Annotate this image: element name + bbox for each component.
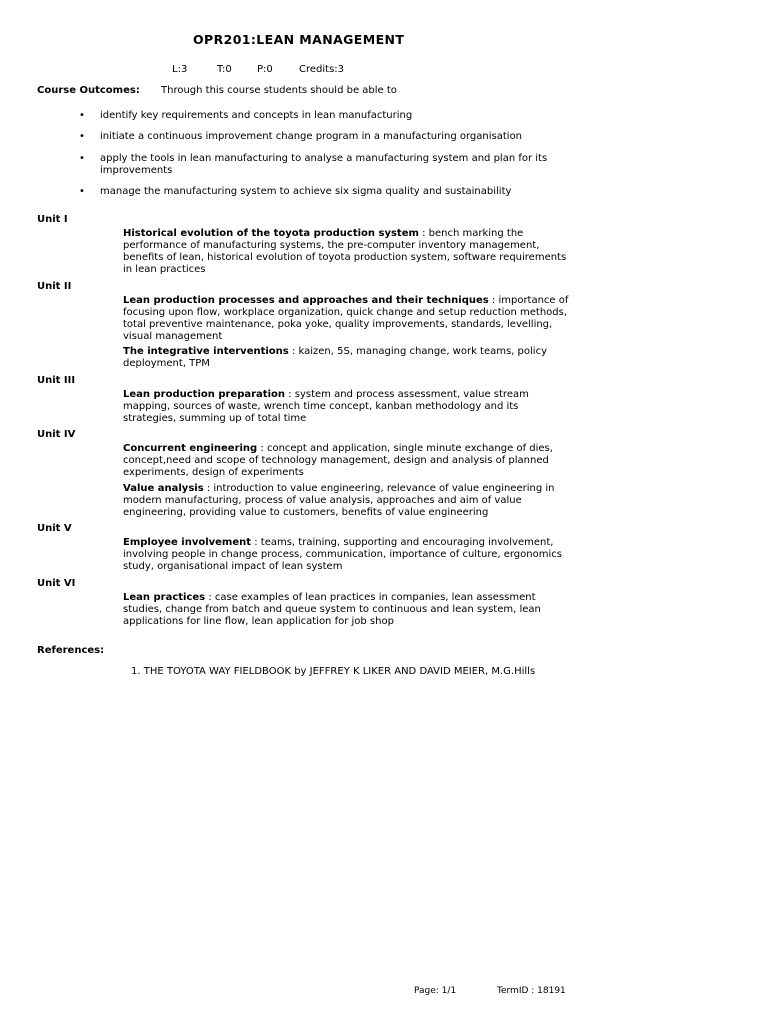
reference-item: 1. THE TOYOTA WAY FIELDBOOK by JEFFREY K LIKER AND DAVID MEIER, M.G.Hills xyxy=(131,666,536,677)
topic-body: concept and application, single minute exchange of dies, concept,need and scope of technology management, design and analysis of planned experiments, design of experiments xyxy=(123,443,553,478)
references-label: References: xyxy=(37,645,105,656)
unit-topic xyxy=(123,483,573,519)
topic-heading: Value analysis xyxy=(123,483,204,494)
topic-heading: Lean practices xyxy=(123,592,206,603)
topic-body: bench marking the performance of manufacturing systems, the pre-computer inventory management, benefits of lean, historical evolution of toyota production system, software requirements in lean practices xyxy=(123,228,567,275)
topic-separator: : xyxy=(257,443,267,454)
bullet-icon: • xyxy=(79,131,85,142)
outcome-item: apply the tools in lean manufacturing to analyse a manufacturing system and plan for its improvements xyxy=(100,153,548,176)
page-title: OPR201:LEAN MANAGEMENT xyxy=(193,32,405,47)
tutorial-hours: T:0 xyxy=(217,64,232,75)
bullet-icon: • xyxy=(79,186,85,197)
topic-body: case examples of lean practices in companies, lean assessment studies, change from batch and queue system to continuous and lean system, lean applications for line flow, lean application for job shop xyxy=(123,592,541,627)
topic-separator: : xyxy=(488,295,499,306)
credits: Credits:3 xyxy=(299,64,345,75)
unit-topic xyxy=(123,295,573,343)
topic-separator: : xyxy=(288,346,299,357)
topic-separator: : xyxy=(205,592,215,603)
term-id: TermID : 18191 xyxy=(497,986,566,996)
topic-body: introduction to value engineering, relevance of value engineering in modern manufacturing, process of value analysis, approaches and aim of value engineering, providing value to customers, benefits of value engineering xyxy=(123,483,555,518)
unit-topic xyxy=(123,443,573,479)
unit-label: Unit II xyxy=(37,281,72,292)
topic-body: system and process assessment, value stream mapping, sources of waste, wrench time concept, kanban methodology and its strategies, summing up of total time xyxy=(123,389,529,424)
topic-body: teams, training, supporting and encouraging involvement, involving people in change process, communication, importance of culture, ergonomics study, organisational impact of lean system xyxy=(123,537,562,572)
outcome-item: initiate a continuous improvement change program in a manufacturing organisation xyxy=(100,131,523,142)
page-number: Page: 1/1 xyxy=(414,986,457,996)
topic-heading: Employee involvement xyxy=(123,537,252,548)
bullet-icon: • xyxy=(79,153,85,164)
unit-label: Unit III xyxy=(37,375,76,386)
unit-topic xyxy=(123,346,573,370)
lecture-hours: L:3 xyxy=(172,64,188,75)
practical-hours: P:0 xyxy=(257,64,273,75)
topic-separator: : xyxy=(418,228,429,239)
topic-body: importance of focusing upon flow, workplace organization, quick change and setup reduction methods, total preventive maintenance, poka yoke, quality improvements, standards, levelling, visual management xyxy=(123,295,569,342)
topic-heading: Lean production processes and approaches and their techniques xyxy=(123,295,489,306)
unit-topic xyxy=(123,592,573,628)
unit-label: Unit IV xyxy=(37,429,76,440)
topic-separator: : xyxy=(251,537,261,548)
topic-separator: : xyxy=(203,483,214,494)
unit-topic xyxy=(123,228,573,276)
unit-label: Unit VI xyxy=(37,578,76,589)
unit-topic xyxy=(123,537,573,573)
topic-heading: Concurrent engineering xyxy=(123,443,258,454)
outcome-item: manage the manufacturing system to achieve six sigma quality and sustainability xyxy=(100,186,512,197)
topic-heading: Historical evolution of the toyota production system xyxy=(123,228,419,239)
topic-heading: Lean production preparation xyxy=(123,389,286,400)
outcome-item: identify key requirements and concepts in lean manufacturing xyxy=(100,110,413,121)
bullet-icon: • xyxy=(79,110,85,121)
topic-body: kaizen, 5S, managing change, work teams, policy deployment, TPM xyxy=(123,346,547,369)
course-outcomes-label: Course Outcomes: xyxy=(37,85,140,96)
topic-separator: : xyxy=(285,389,295,400)
topic-heading: The integrative interventions xyxy=(123,346,289,357)
unit-label: Unit I xyxy=(37,214,68,225)
unit-topic xyxy=(123,389,573,425)
course-outcomes-intro: Through this course students should be able to xyxy=(161,85,397,96)
unit-label: Unit V xyxy=(37,523,72,534)
